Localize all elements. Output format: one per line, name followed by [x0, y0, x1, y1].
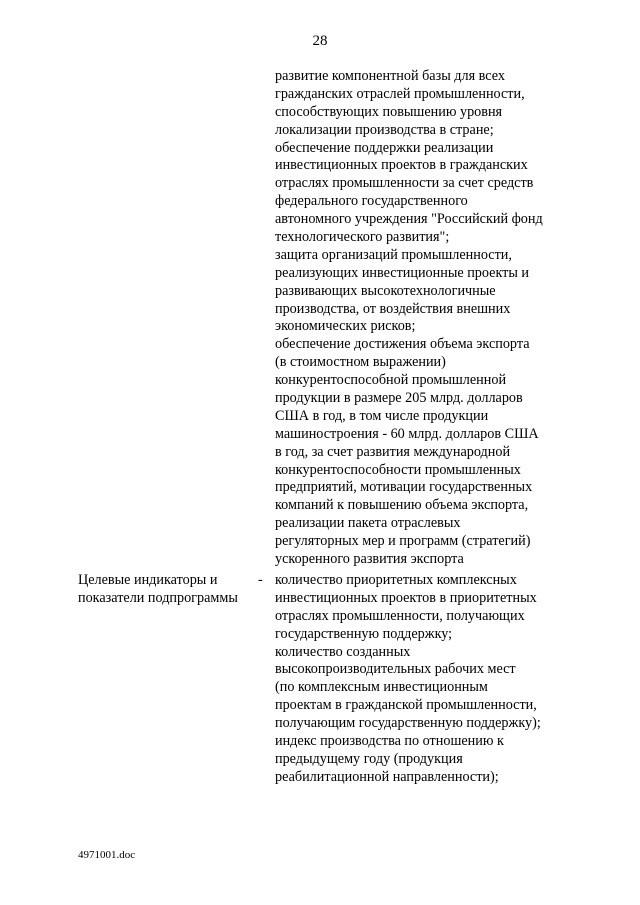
goals-text-line-21: машиностроения - 60 млрд. долларов США — [275, 425, 539, 442]
indicators-text-line-12: реабилитационной направленности); — [275, 768, 499, 785]
goals-text-line-7: отраслях промышленности за счет средств — [275, 175, 534, 192]
goals-text-line-26: реализации пакета отраслевых — [275, 515, 461, 532]
goals-text-line-5: обеспечение поддержки реализации — [275, 139, 494, 156]
indicators-text-line-8: проектам в гражданской промышленности, — [275, 697, 537, 714]
indicators-text-line-10: индекс производства по отношению к — [275, 733, 504, 750]
goals-text-line-12: реализующих инвестиционные проекты и — [275, 264, 530, 281]
goals-text-line-15: экономических рисков; — [275, 318, 416, 335]
indicators-text-line-7: (по комплексным инвестиционным — [275, 679, 488, 696]
goals-text-line-8: федерального государственного — [275, 193, 468, 210]
indicators-text-line-9: получающим государственную поддержку); — [275, 715, 541, 732]
indicators-text-line-6: высокопроизводительных рабочих мест — [275, 661, 516, 678]
footer-doc-name: 4971001.doc — [78, 849, 136, 861]
goals-text-line-6: инвестиционных проектов в гражданских — [275, 157, 528, 174]
indicators-label-line-2: показатели подпрограммы — [78, 589, 238, 606]
indicators-text-line-3: отраслях промышленности, получающих — [275, 607, 525, 624]
goals-text-line-23: конкурентоспособности промышленных — [275, 461, 521, 478]
page-number: 28 — [312, 33, 328, 49]
goals-text-line-16: обеспечение достижения объема экспорта — [275, 336, 530, 353]
goals-text-line-20: США в год, в том числе продукции — [275, 407, 489, 424]
goals-text-line-1: развитие компонентной базы для всех — [275, 68, 505, 84]
goals-text-line-10: технологического развития"; — [275, 229, 450, 246]
indicators-label — [78, 572, 238, 608]
goals-text-line-4: локализации производства в стране; — [275, 121, 494, 138]
goals-text-line-2: гражданских отраслей промышленности, — [275, 85, 525, 102]
indicators-text — [275, 572, 575, 787]
indicators-label-line-1: Целевые индикаторы и — [78, 572, 218, 588]
indicators-text-line-5: количество созданных — [275, 643, 411, 660]
subprogram-goals-text — [275, 68, 575, 569]
indicators-text-line-1: количество приоритетных комплексных — [275, 572, 517, 588]
goals-text-line-22: в год, за счет развития международной — [275, 443, 511, 460]
label-dash: - — [258, 572, 263, 588]
goals-text-line-14: производства, от воздействия внешних — [275, 300, 511, 317]
goals-text-line-19: продукции в размере 205 млрд. долларов — [275, 390, 523, 407]
goals-text-line-28: ускоренного развития экспорта — [275, 551, 464, 568]
goals-text-line-3: способствующих повышению уровня — [275, 103, 503, 120]
goals-text-line-13: развивающих высокотехнологичные — [275, 282, 496, 299]
goals-text-line-24: предприятий, мотивации государственных — [275, 479, 533, 496]
indicators-text-line-4: государственную поддержку; — [275, 625, 453, 642]
indicators-text-line-11: предыдущему году (продукция — [275, 750, 463, 767]
goals-text-line-25: компаний к повышению объема экспорта, — [275, 497, 529, 514]
goals-text-line-27: регуляторных мер и программ (стратегий) — [275, 533, 531, 550]
goals-text-line-18: конкурентоспособной промышленной — [275, 372, 507, 389]
indicators-text-line-2: инвестиционных проектов в приоритетных — [275, 589, 537, 606]
goals-text-line-11: защита организаций промышленности, — [275, 246, 512, 263]
goals-text-line-17: (в стоимостном выражении) — [275, 354, 446, 371]
goals-text-line-9: автономного учреждения "Российский фонд — [275, 211, 543, 228]
